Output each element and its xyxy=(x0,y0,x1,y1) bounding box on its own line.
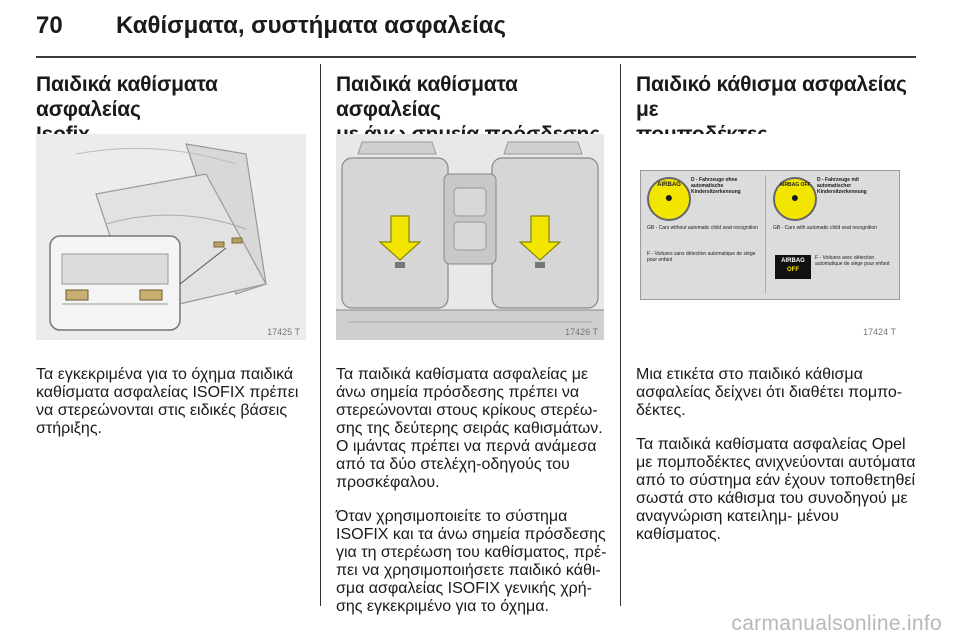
paragraph: Όταν χρησιμοποιείτε το σύστημα ISOFIX και τα άνω σημεία πρόσδεσης για τη στερέωση του καθίσματος, πρέ- πει να χρησιμοποιήσετε παιδικό κάθι- σμα ασφαλείας ISOFIX γενικής χρή- σης εγκεκριμένο για το όχημα. xyxy=(336,508,607,615)
page-header xyxy=(0,0,960,58)
indicator-line-1: AIRBAG xyxy=(781,258,805,264)
section-heading-transponder: Παιδικό κάθισμα ασφαλείας με xyxy=(636,73,907,121)
transponder-body-text xyxy=(636,350,926,560)
top-tether-illustration xyxy=(336,134,604,340)
label-panel xyxy=(640,170,900,300)
label-right-half xyxy=(771,175,895,293)
label-left-half xyxy=(645,175,766,293)
figure-code: 17426 T xyxy=(565,327,598,337)
top-tether-body-text xyxy=(336,350,616,632)
airbag-off-indicator xyxy=(775,255,811,279)
figure-code: 17424 T xyxy=(863,327,896,337)
column-divider-2 xyxy=(620,64,621,606)
airbag-badge-left xyxy=(647,177,691,221)
airbag-badge-right xyxy=(773,177,817,221)
child-seat-icon: ● xyxy=(664,189,674,205)
section-heading-isofix: Παιδικά καθίσματα ασφαλείας xyxy=(36,73,218,121)
label-right-f: F - Voitures avec détection automatique de siège pour enfant xyxy=(815,255,890,267)
paragraph: Μια ετικέτα στο παιδικό κάθισμα ασφαλείας δείχνει ότι διαθέτει πομπο- δέκτες. xyxy=(636,366,903,419)
figure-top-tether xyxy=(336,134,604,340)
label-right-heading: D - Fahrzeuge mit automatischer Kindersitzerkennung xyxy=(817,177,867,195)
paragraph: Τα παιδικά καθίσματα ασφαλείας με άνω σημεία πρόσδεσης πρέπει να στερεώνονται στους κρίκους στερέω- σης της δεύτερης σειράς καθισμάτων. Ο ιμάντας πρέπει να περνά ανάμεσα από τα δύο στελέχη-οδηγούς του προσκέφαλου. xyxy=(336,366,603,491)
airbag-off-badge-text: AIRBAG OFF xyxy=(779,182,811,188)
page-number: 70 xyxy=(36,12,63,39)
label-right-gb: GB - Cars with automatic child seat recognition xyxy=(773,225,877,231)
header-rule xyxy=(36,56,916,58)
column-divider-1 xyxy=(320,64,321,606)
watermark: carmanualsonline.info xyxy=(731,612,942,635)
label-left-f: F - Voitures sans détection automatique de siège pour enfant xyxy=(647,251,756,263)
section-heading-top-tether: Παιδικά καθίσματα ασφαλείας xyxy=(336,73,518,121)
paragraph: Τα παιδικά καθίσματα ασφαλείας Opel με πομποδέκτες ανιχνεύονται αυτόματα από το σύστημα εάν έχουν τοποθετηθεί σωστά στο κάθισμα του συνοδηγού με αναγνώριση κατειλημ- μένου καθίσματος. xyxy=(636,436,916,543)
isofix-seat-illustration xyxy=(36,134,306,340)
indicator-line-2: OFF xyxy=(787,267,799,273)
page-title: Καθίσματα, συστήματα ασφαλείας xyxy=(116,12,506,39)
figure-code: 17425 T xyxy=(267,327,300,337)
airbag-badge-text: AIRBAG xyxy=(657,182,681,188)
figure-transponder-label xyxy=(636,134,902,340)
figure-isofix-seat xyxy=(36,134,306,340)
label-left-gb: GB - Cars without automatic child seat recognition xyxy=(647,225,758,231)
child-seat-icon: ● xyxy=(790,189,800,205)
label-left-heading: D - Fahrzeuge ohne automatische Kindersitzerkennung xyxy=(691,177,741,195)
paragraph: Τα εγκεκριμένα για το όχημα παιδικά καθίσματα ασφαλείας ISOFIX πρέπει να στερεώνονται στις ειδικές βάσεις στήριξης. xyxy=(36,366,299,437)
isofix-body-text xyxy=(36,350,312,454)
